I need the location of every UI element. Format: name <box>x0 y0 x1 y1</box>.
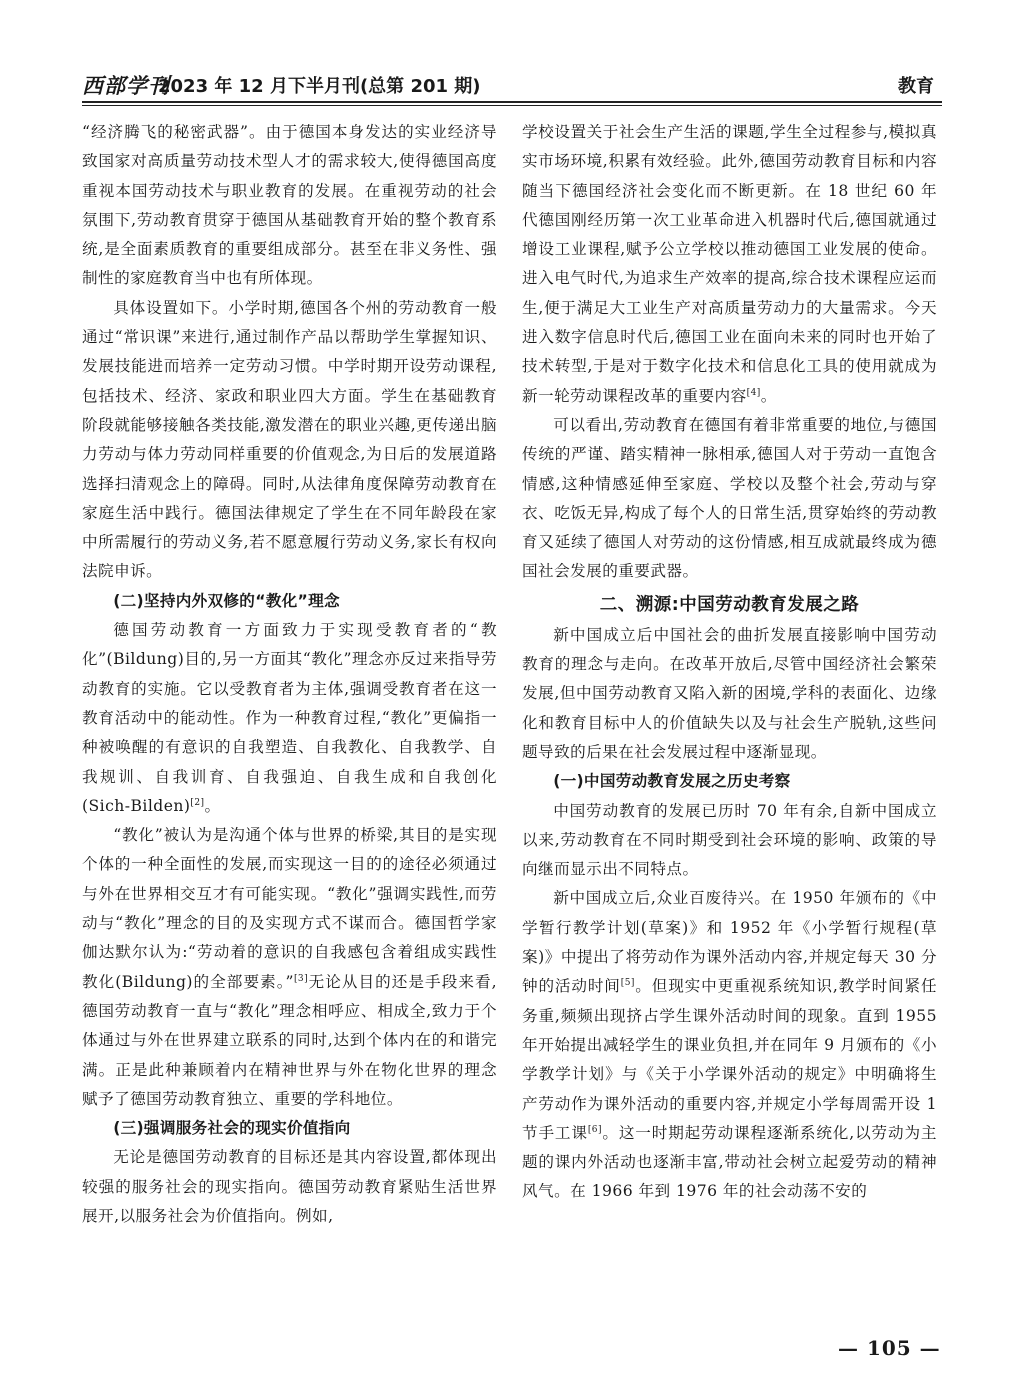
paragraph: 无论是德国劳动教育的目标还是其内容设置,都体现出较强的服务社会的现实指向。德国劳动教育紧贴生活世界展开,以服务社会为价值指向。例如, <box>82 1148 497 1225</box>
right-column <box>522 118 937 1207</box>
citation: [6] <box>587 1124 602 1135</box>
section-heading: 二、溯源:中国劳动教育发展之路 <box>599 594 860 615</box>
paragraph: 新中国成立后,众业百废待兴。在 1950 年颁布的《中学暂行教学计划(草案)》和 1952 年《小学暂行规程(草案)》中提出了将劳动作为课外活动内容,并规定每天 30 分钟的活动时间[5]。但现实中更重视系统知识,教学时间紧任务重,频频出现挤占学生课外活动时间的现象。直到 1955 年开始提出减轻学生的课业负担,并在同年 9 月颁布的《小学教学计划》与《关于小学课外活动的规定》中明确将生产劳动作为课外活动的重要内容,并规定小学每周需开设 1 节手工课[6]。这一时期起劳动课程逐渐系统化,以劳动为主题的课内外活动也逐渐丰富,带动社会树立起爱劳动的精神风气。在 1966 年到 1976 年的社会动荡不安的 <box>522 889 937 1201</box>
paragraph: 新中国成立后中国社会的曲折发展直接影响中国劳动教育的理念与走向。在改革开放后,尽管中国经济社会繁荣发展,但中国劳动教育又陷入新的困境,学科的表面化、边缘化和教育目标中人的价值缺失以及与社会生产脱轨,这些问题导致的后果在社会发展过程中逐渐显现。 <box>522 625 937 761</box>
left-column <box>82 118 497 1231</box>
paragraph: 具体设置如下。小学时期,德国各个州的劳动教育一般通过“常识课”来进行,通过制作产品以帮助学生掌握知识、发展技能进而培养一定劳动习惯。中学时期开设劳动课程,包括技术、经济、家政和职业四大方面。学生在基础教育阶段就能够接触各类技能,激发潜在的职业兴趣,更传递出脑力劳动与体力劳动同样重要的价值观念,为日后的发展道路选择扫清观念上的障碍。同时,从法律角度保障劳动教育在家庭生活中践行。德国法律规定了学生在不同年龄段在家中所需履行的劳动义务,若不愿意履行劳动义务,家长有权向法院申诉。 <box>82 298 497 581</box>
section-label: 教育 <box>898 76 934 97</box>
journal-logo: 西部学刊 <box>82 73 170 98</box>
citation: [3] <box>293 973 309 984</box>
page-number: — 105 — <box>838 1336 941 1360</box>
paragraph: 中国劳动教育的发展已历时 70 年有余,自新中国成立以来,劳动教育在不同时期受到社会环境的影响、政策的导向继而显示出不同特点。 <box>522 801 937 879</box>
paragraph: 可以看出,劳动教育在德国有着非常重要的地位,与德国传统的严谨、踏实精神一脉相承,德国人对于劳动一直饱含情感,这种情感延伸至家庭、学校以及整个社会,劳动与穿衣、吃饭无异,构成了每个人的日常生活,贯穿始终的劳动教育又延续了德国人对劳动的这份情感,相互成就最终成为德国社会发展的重要武器。 <box>522 415 937 581</box>
citation: [5] <box>620 978 635 989</box>
paragraph: 德国劳动教育一方面致力于实现受教育者的“教化”(Bildung)目的,另一方面其“教化”理念亦反过来指导劳动教育的实施。它以受教育者为主体,强调受教育者在这一教育活动中的能动性。作为一种教育过程,“教化”更偏指一种被唤醒的有意识的自我塑造、自我教化、自我教学、自我规训、自我训育、自我强迫、自我生成和自我创化(Sich-Bilden)[2]。 <box>82 621 497 815</box>
subsection-heading: (二)坚持内外双修的“教化”理念 <box>113 591 340 610</box>
citation: [2] <box>190 797 205 808</box>
paragraph: 学校设置关于社会生产生活的课题,学生全过程参与,模拟真实市场环境,积累有效经验。此外,德国劳动教育目标和内容随当下德国经济社会变化而不断更新。在 18 世纪 60 年代德国刚经历第一次工业革命进入机器时代后,德国就通过增设工业课程,赋予公立学校以推动德国工业发展的使命。进入电气时代,为追求生产效率的提高,综合技术课程应运而生,便于满足大工业生产对高质量劳动力的大量需求。今天进入数字信息时代后,德国工业在面向未来的同时也开始了技术转型,于是对于数字化技术和信息化工具的使用就成为新一轮劳动课程改革的重要内容[4]。 <box>522 123 937 405</box>
subsection-heading: (一)中国劳动教育发展之历史考察 <box>553 772 791 791</box>
header-rule-thin <box>82 105 942 106</box>
subsection-heading: (三)强调服务社会的现实价值指向 <box>113 1119 351 1138</box>
issue-info: 2023 年 12 月下半月刊(总第 201 期) <box>158 76 481 97</box>
paragraph: “经济腾飞的秘密武器”。由于德国本身发达的实业经济导致国家对高质量劳动技术型人才的需求较大,使得德国高度重视本国劳动技术与职业教育的发展。在重视劳动的社会氛围下,劳动教育贯穿于德国从基础教育开始的整个教育系统,是全面素质教育的重要组成部分。甚至在非义务性、强制性的家庭教育当中也有所体现。 <box>82 123 497 288</box>
paragraph: “教化”被认为是沟通个体与世界的桥梁,其目的是实现个体的一种全面性的发展,而实现这一目的的途径必须通过与外在世界相交互才有可能实现。“教化”强调实践性,而劳动与“教化”理念的目的及实现方式不谋而合。德国哲学家伽达默尔认为:“劳动着的意识的自我感包含着组成实践性教化(Bildung)的全部要素。”[3]无论从目的还是手段来看,德国劳动教育一直与“教化”理念相呼应、相成全,致力于个体通过与外在世界建立联系的同时,达到个体内在的和谐完满。正是此种兼顾着内在精神世界与外在物化世界的理念赋予了德国劳动教育独立、重要的学科地位。 <box>82 826 497 1108</box>
citation: [4] <box>746 387 761 398</box>
running-header <box>82 66 942 100</box>
header-rule-thick <box>82 101 942 103</box>
